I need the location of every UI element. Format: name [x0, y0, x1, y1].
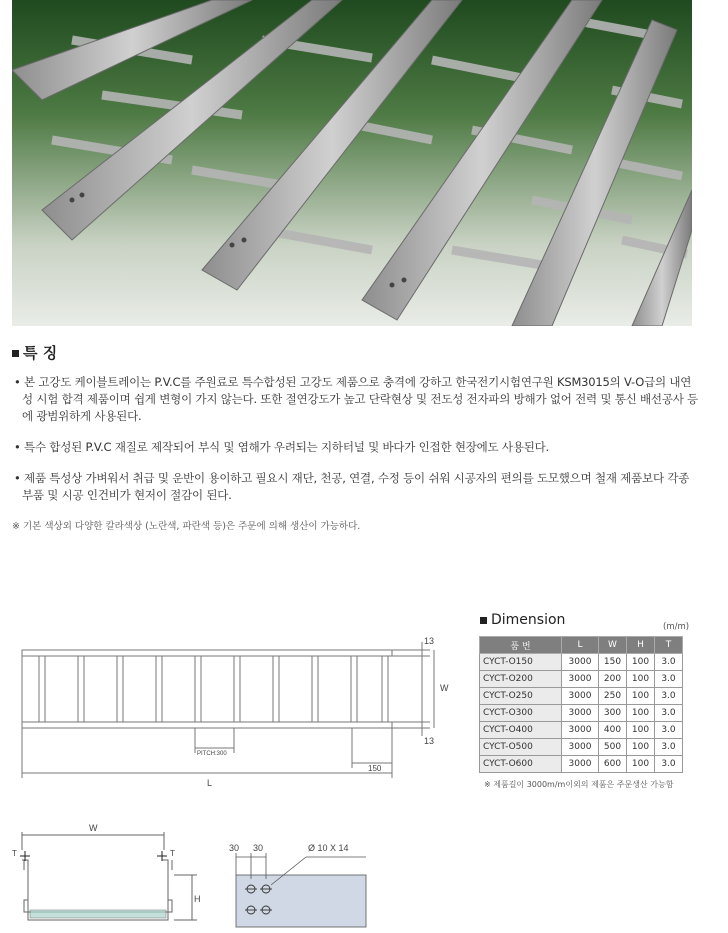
table-cell: 3.0 [655, 688, 683, 705]
dimension-table [479, 636, 683, 773]
table-cell: 3000 [562, 654, 599, 671]
table-cell: 100 [627, 671, 655, 688]
table-cell: 3.0 [655, 756, 683, 773]
table-header-cell: H [627, 637, 655, 654]
end-label: 150 [368, 764, 382, 773]
table-row [480, 688, 683, 705]
table-cell: 200 [599, 671, 627, 688]
feature-bullet-3: • 제품 특성상 가벼워서 취급 및 운반이 용이하고 필요시 재단, 천공, 연결, 수정 등이 쉬워 시공자의 편의를 도모했으며 철재 제품보다 각종 부품 및 시공 인건비가 현저이 절감이 된다. [14, 471, 690, 502]
table-cell: CYCT-O200 [480, 671, 562, 688]
plan-view-drawing [12, 628, 452, 798]
table-cell: CYCT-O300 [480, 705, 562, 722]
dimension-unit: (m/m) [663, 622, 690, 632]
section-t-right-label: T [170, 849, 175, 858]
table-cell: 3000 [562, 705, 599, 722]
t-bottom-label: 13 [424, 736, 435, 746]
section-h-label: H [194, 894, 201, 904]
table-header-cell: 품 번 [480, 637, 562, 654]
table-cell: 3.0 [655, 654, 683, 671]
table-body [480, 654, 683, 773]
table-cell: 400 [599, 722, 627, 739]
table-cell: 100 [627, 739, 655, 756]
section-w-label: W [89, 823, 98, 833]
table-cell: 100 [627, 705, 655, 722]
table-cell: 3000 [562, 688, 599, 705]
table-row [480, 739, 683, 756]
hole-detail-drawing [226, 835, 386, 933]
table-cell: 250 [599, 688, 627, 705]
table-cell: 3000 [562, 739, 599, 756]
color-note: ※ 기본 색상외 다양한 칼라색상 (노란색, 파란색 등)은 주문에 의해 생산이 가능하다. [12, 521, 361, 532]
square-bullet-icon [480, 617, 487, 624]
product-photo [12, 0, 692, 326]
features-title: 특 징 [12, 345, 702, 362]
table-header-row [480, 637, 683, 654]
w-label: W [440, 683, 449, 693]
section-t-left-label: T [12, 849, 17, 858]
table-cell: 600 [599, 756, 627, 773]
table-cell: 100 [627, 654, 655, 671]
hole-spacing-1: 30 [229, 843, 240, 853]
table-cell: 100 [627, 722, 655, 739]
table-cell: 3.0 [655, 671, 683, 688]
table-cell: 300 [599, 705, 627, 722]
table-cell: CYCT-O500 [480, 739, 562, 756]
dimension-title: Dimension [480, 612, 565, 628]
dimension-note: ※ 제품길이 3000m/m이외의 제품은 주문생산 가능함 [484, 780, 674, 789]
table-cell: 3000 [562, 756, 599, 773]
table-cell: 500 [599, 739, 627, 756]
table-row [480, 705, 683, 722]
table-cell: 3.0 [655, 722, 683, 739]
l-label: L [207, 778, 213, 788]
table-row [480, 756, 683, 773]
feature-bullet-1: • 본 고강도 케이블트레이는 P.V.C를 주원료로 특수합성된 고강도 제품으로 충격에 강하고 한국전기시험연구원 KSM3015의 V-O급의 내연성 시험 합격 제품이며 쉽게 변형이 가지 않는다. 또한 절연강도가 높고 단락현상 및 전도성 전자파의 방해가 없어 전력 및 통신 배선공사 등에 광범위하게 사용된다. [14, 375, 699, 423]
table-cell: CYCT-O150 [480, 654, 562, 671]
table-row [480, 722, 683, 739]
pitch-label: PITCH:300 [197, 751, 227, 757]
table-header-cell: L [562, 637, 599, 654]
table-cell: CYCT-O600 [480, 756, 562, 773]
table-cell: 3.0 [655, 705, 683, 722]
features-section [12, 345, 702, 535]
hole-spacing-2: 30 [253, 843, 264, 853]
table-header-cell: W [599, 637, 627, 654]
table-cell: 100 [627, 688, 655, 705]
cross-section-drawing [12, 820, 202, 933]
table-row [480, 654, 683, 671]
feature-bullet-2: • 특수 합성된 P.V.C 재질로 제작되어 부식 및 염해가 우려되는 지하터널 및 바다가 인접한 현장에도 사용된다. [14, 440, 550, 454]
table-cell: 3.0 [655, 739, 683, 756]
hole-size-label: Ø 10 X 14 [308, 843, 349, 853]
table-cell: CYCT-O250 [480, 688, 562, 705]
table-cell: CYCT-O400 [480, 722, 562, 739]
t-top-label: 13 [424, 636, 435, 646]
table-cell: 100 [627, 756, 655, 773]
table-cell: 3000 [562, 722, 599, 739]
square-bullet-icon [12, 350, 19, 357]
table-cell: 150 [599, 654, 627, 671]
table-header-cell: T [655, 637, 683, 654]
table-row [480, 671, 683, 688]
table-cell: 3000 [562, 671, 599, 688]
